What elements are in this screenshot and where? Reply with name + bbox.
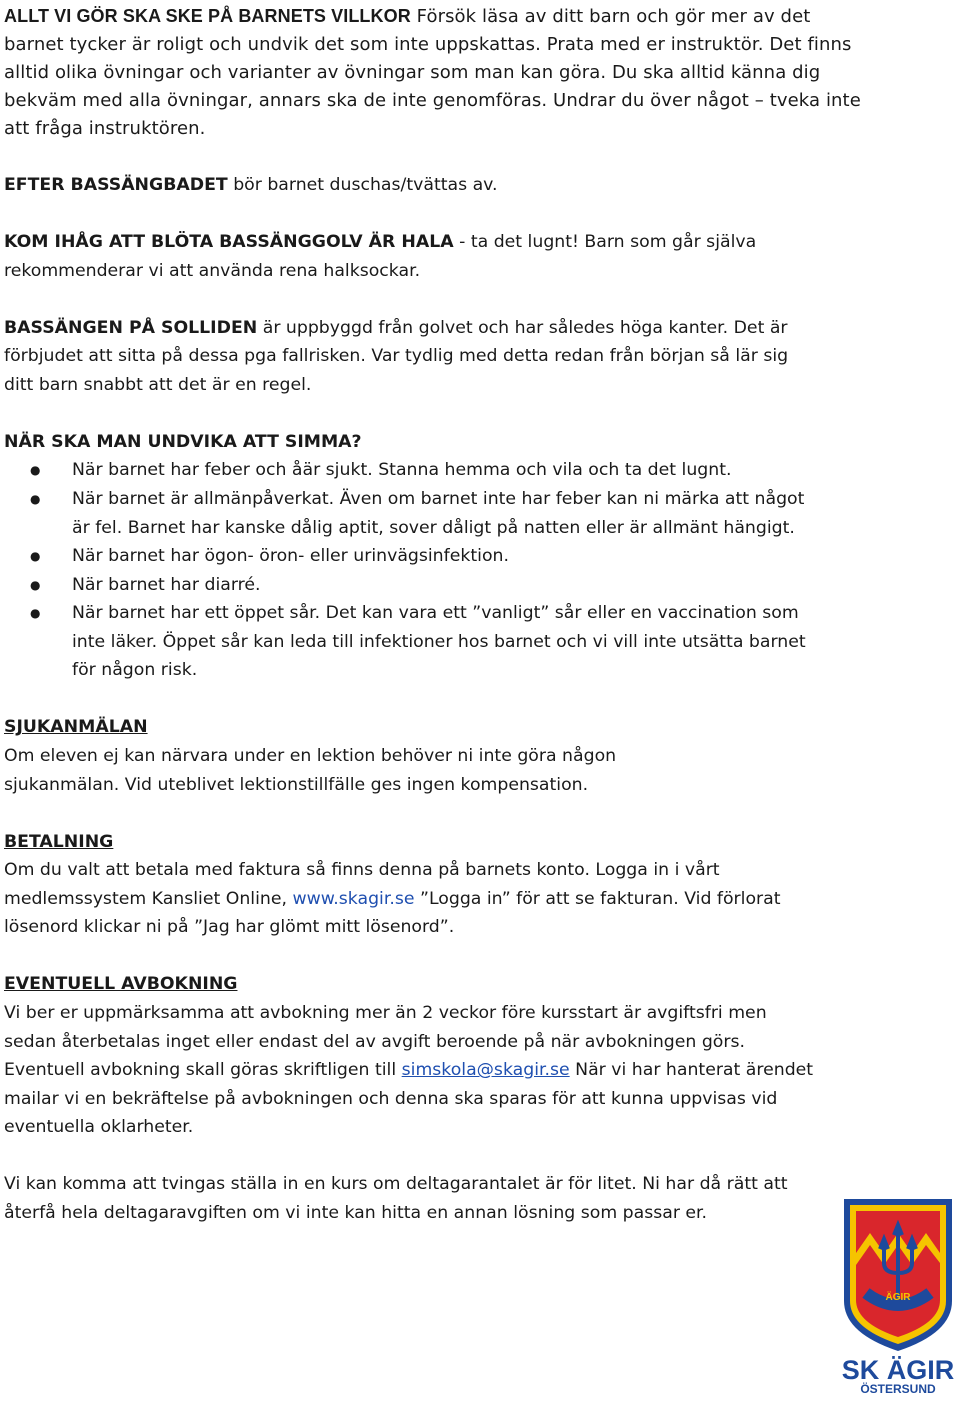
document (4, 0, 954, 1228)
list-item: ● När barnet har ögon- öron- eller urinvägsinfektion. (4, 542, 954, 571)
slippery-paragraph: KOM IHÅG ATT BLÖTA BASSÄNGGOLV ÄR HALA - ta det lugnt! Barn som går själva rekommenderar vi att använda rena halksockar. (4, 231, 757, 281)
website-link[interactable]: www.skagir.se (292, 888, 415, 909)
cancel-heading: EVENTUELL AVBOKNING (4, 974, 238, 995)
after-bath-heading: EFTER BASSÄNGBADET (4, 175, 228, 195)
avoid-heading: NÄR SKA MAN UNDVIKA ATT SIMMA? (4, 431, 362, 452)
crest-icon (836, 1193, 960, 1396)
cancel-section: EVENTUELL AVBOKNING Vi ber er uppmärksamma att avbokning mer än 2 veckor före kursstart är avgiftsfri men sedan återbetalas inget eller endast del av avgift beroende på när avbokningen görs. Eventuell avbokning skall göras skriftligen till simskola@skagir.se När vi har hanterat ärendet mailar vi en bekräftelse på avbokningen och denna ska sparas för att kunna uppvisas vid eventuella oklarheter. (4, 970, 954, 1142)
logo-city: ÖSTERSUND (860, 1382, 936, 1396)
guarantee-paragraph: Vi kan komma att tvingas ställa in en kurs om deltagarantalet är för litet. Ni har då rätt att återfå hela deltagaravgiften om vi inte kan hitta en annan lösning som passar er. (4, 1174, 788, 1223)
pool-paragraph: BASSÄNGEN PÅ SOLLIDEN är uppbyggd från golvet och har således höga kanter. Det är förbjudet att sitta på dessa pga fallrisken. Var tydlig med detta redan från början så lär sig ditt barn snabbt att det är en regel. (4, 317, 789, 395)
intro-paragraph: ALLT VI GÖR SKA SKE PÅ BARNETS VILLKOR Försök läsa av ditt barn och gör mer av det barnet tycker är roligt och undvik det som inte uppskattas. Prata med er instruktör. Det finns alltid olika övningar och varianter av övningar som man kan göra. Du ska alltid känna dig bekväm med alla övningar, annars ska de inte genomföras. Undrar du över något – tveka inte att fråga instruktören. (4, 6, 861, 139)
sk-agir-logo (836, 1193, 960, 1396)
intro-heading: ALLT VI GÖR SKA SKE PÅ BARNETS VILLKOR (4, 6, 411, 26)
sick-heading: SJUKANMÄLAN (4, 717, 148, 738)
email-link[interactable]: simskola@skagir.se (401, 1060, 570, 1081)
payment-heading: BETALNING (4, 831, 114, 852)
list-item: ● När barnet har feber och åär sjukt. Stanna hemma och vila och ta det lugnt. (4, 456, 954, 485)
crest-text: ÄGIR (885, 1292, 911, 1303)
logo-name: SK ÄGIR (841, 1355, 955, 1385)
list-item: ● När barnet är allmänpåverkat. Även om barnet inte har feber kan ni märka att något är fel. Barnet har kanske dålig aptit, sover dåligt på natten eller är allmänt hängigt. (4, 485, 954, 542)
avoid-list (4, 456, 954, 685)
list-item: ● När barnet har ett öppet sår. Det kan vara ett ”vanligt” sår eller en vaccination som inte läker. Öppet sår kan leda till infektioner hos barnet och vi vill inte utsätta barnet för någon risk. (4, 599, 954, 685)
after-bath-paragraph: EFTER BASSÄNGBADET bör barnet duschas/tvättas av. (4, 175, 498, 195)
avoid-section (4, 428, 954, 685)
pool-heading: BASSÄNGEN PÅ SOLLIDEN (4, 317, 258, 338)
sick-section: SJUKANMÄLAN Om eleven ej kan närvara under en lektion behöver ni inte göra någon sjukanmälan. Vid uteblivet lektionstillfälle ges ingen kompensation. (4, 713, 954, 799)
list-item: ● När barnet har diarré. (4, 571, 954, 600)
slippery-heading: KOM IHÅG ATT BLÖTA BASSÄNGGOLV ÄR HALA (4, 231, 454, 252)
payment-section: BETALNING Om du valt att betala med faktura så finns denna på barnets konto. Logga in i vårt medlemssystem Kansliet Online, www.skagir.se ”Logga in” för att se fakturan. Vid förlorat lösenord klickar ni på ”Jag har glömt mitt lösenord”. (4, 828, 954, 942)
